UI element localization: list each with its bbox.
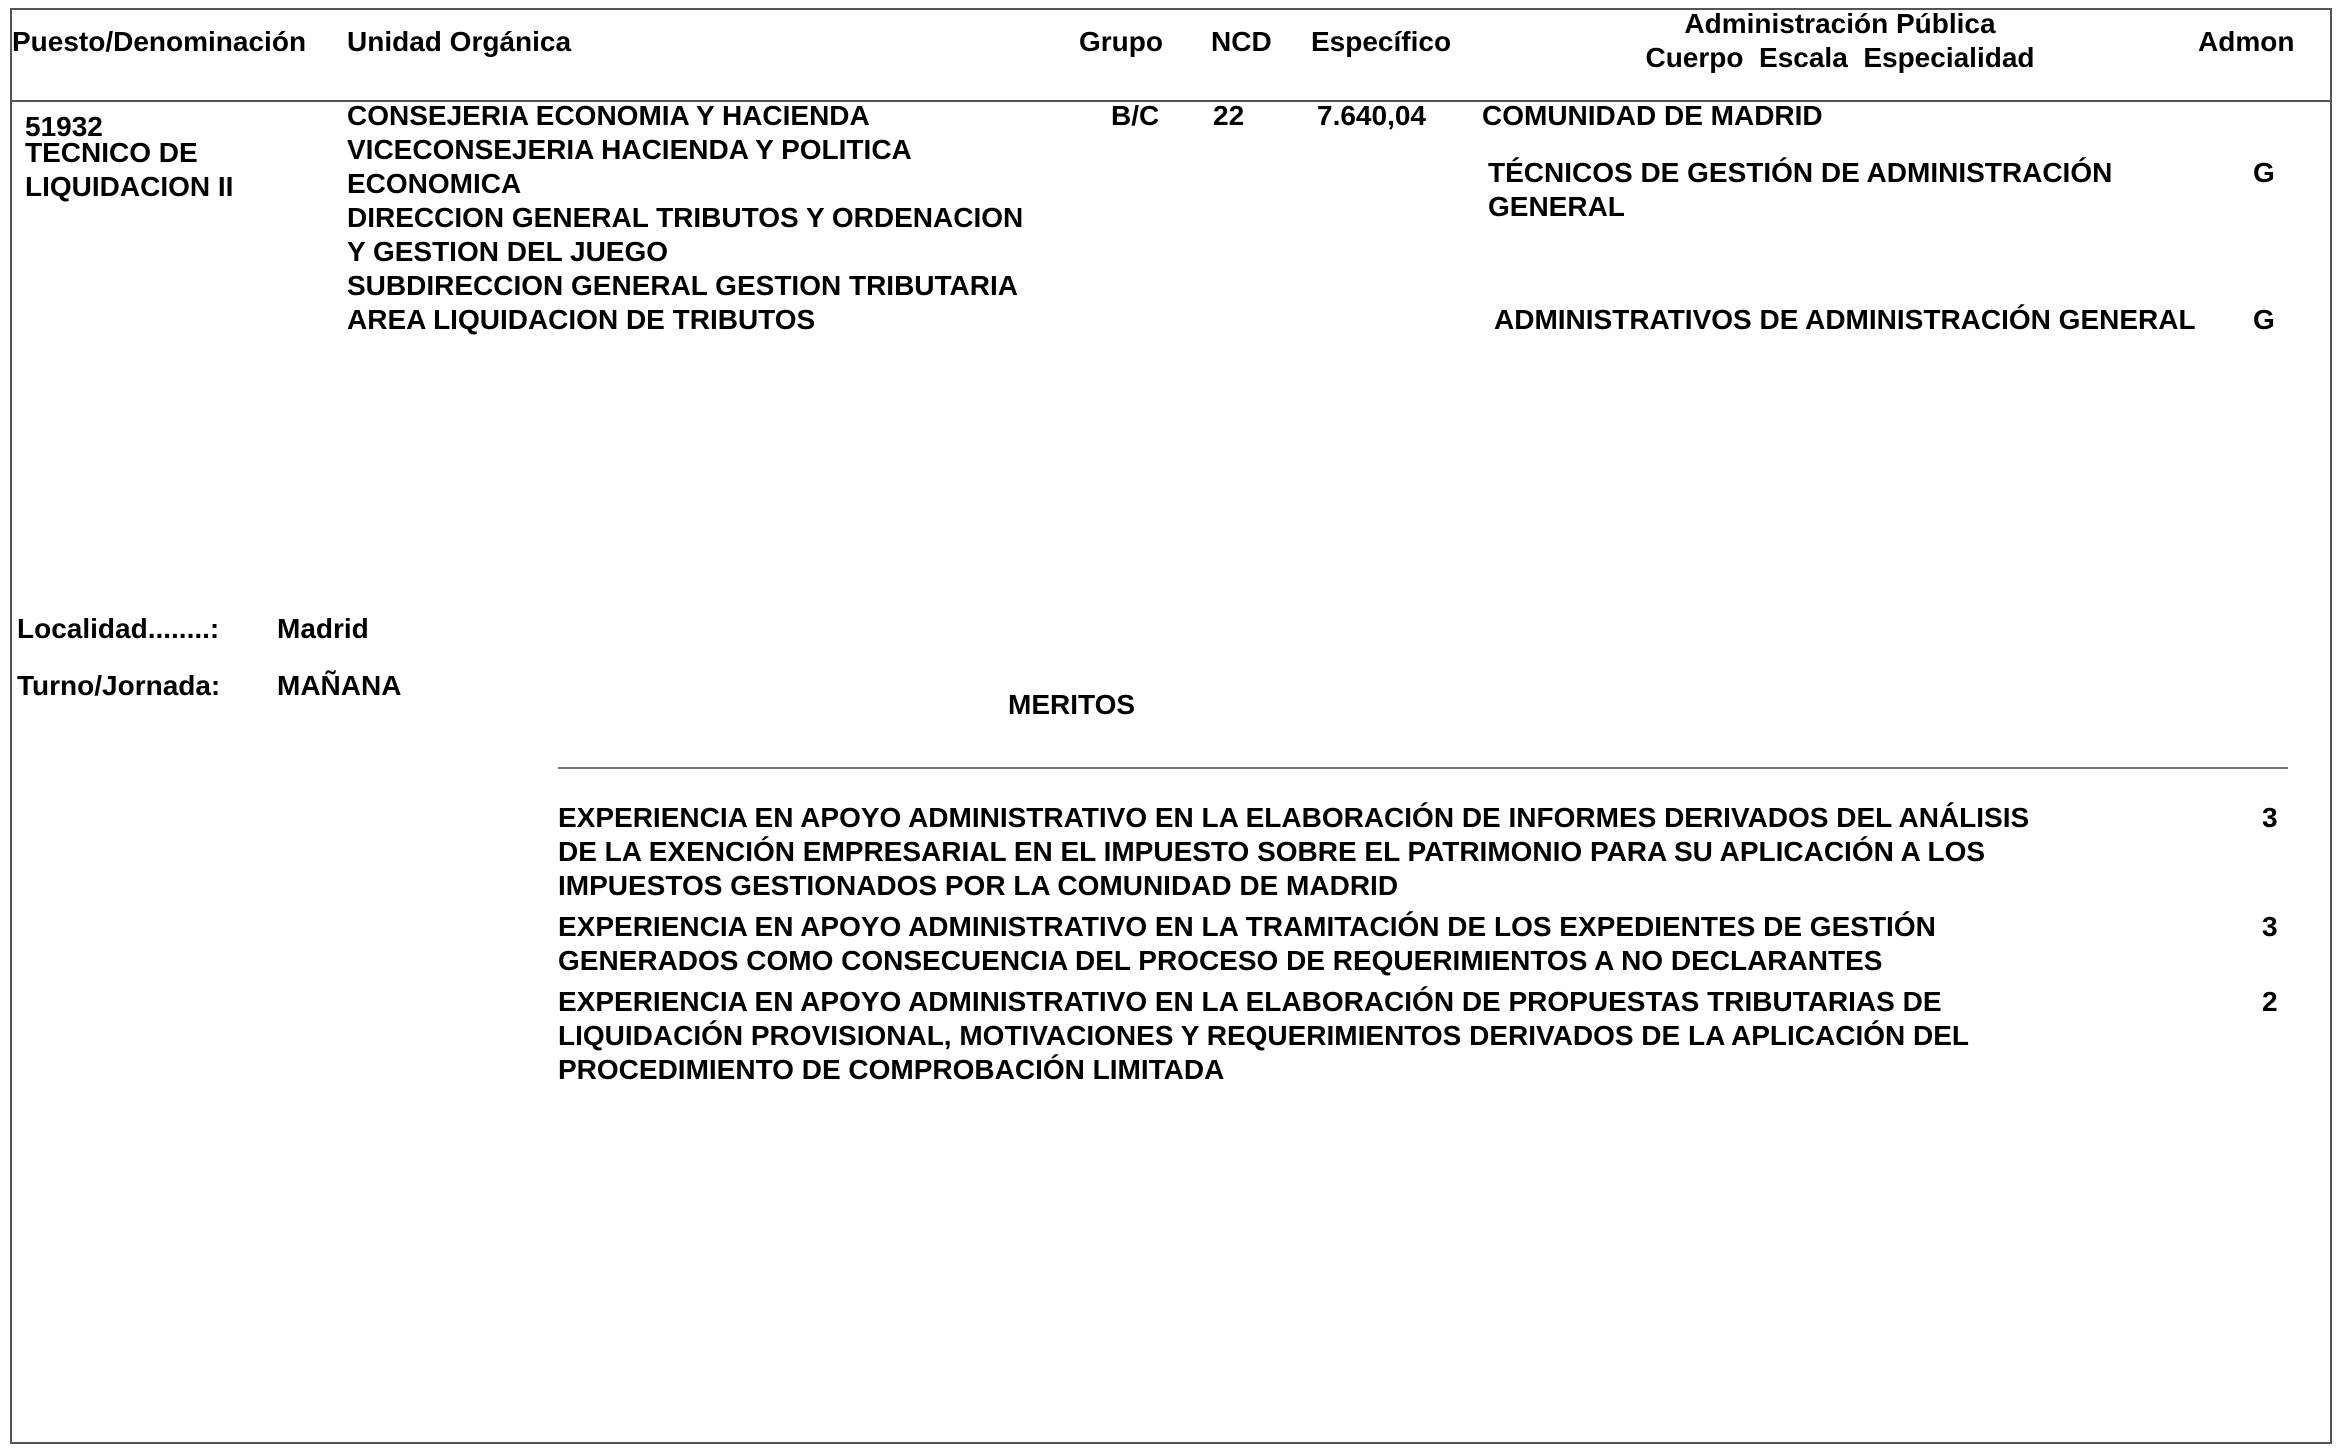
unidad-line: VICECONSEJERIA HACIENDA Y POLITICA: [347, 134, 912, 165]
post-code: 51932: [25, 111, 103, 142]
cuerpo-entry: [1488, 156, 2112, 224]
merit-line: PROCEDIMIENTO DE COMPROBACIÓN LIMITADA: [558, 1054, 1225, 1085]
cuerpo-admon: G: [2253, 157, 2275, 188]
cuerpo-admon: G: [2253, 304, 2275, 335]
merit-item: [558, 801, 2029, 903]
merit-line: GENERADOS COMO CONSECUENCIA DEL PROCESO DE REQUERIMIENTOS A NO DECLARANTES: [558, 945, 1883, 976]
post-unidad: [347, 99, 1023, 337]
localidad-value: Madrid: [277, 613, 369, 644]
header-ncd: NCD: [1211, 26, 1272, 57]
post-name-line: LIQUIDACION II: [25, 171, 234, 202]
post-name-line: TECNICO DE: [25, 137, 198, 168]
cuerpo-line: GENERAL: [1488, 191, 1625, 222]
meritos-divider: [558, 767, 2288, 769]
merit-points: 3: [2262, 802, 2278, 833]
post-grupo: B/C: [1111, 100, 1160, 131]
post-especifico: 7.640,04: [1317, 100, 1426, 131]
post-puesto: [25, 110, 233, 204]
turno-label: Turno/Jornada:: [17, 670, 221, 701]
header-admin-publica: Administración Pública: [1684, 8, 1996, 39]
unidad-line: CONSEJERIA ECONOMIA Y HACIENDA: [347, 100, 870, 131]
header-cuerpo-escala: Cuerpo Escala Especialidad: [1645, 42, 2035, 73]
cuerpo-line: TÉCNICOS DE GESTIÓN DE ADMINISTRACIÓN: [1488, 157, 2113, 188]
merit-line: DE LA EXENCIÓN EMPRESARIAL EN EL IMPUESTO SOBRE EL PATRIMONIO PARA SU APLICACIÓN A LOS: [558, 836, 1986, 867]
merit-item: [558, 985, 1969, 1087]
turno-value: MAÑANA: [277, 670, 402, 701]
merit-line: EXPERIENCIA EN APOYO ADMINISTRATIVO EN LA TRAMITACIÓN DE LOS EXPEDIENTES DE GESTIÓN: [558, 911, 1936, 942]
unidad-line: DIRECCION GENERAL TRIBUTOS Y ORDENACION: [347, 202, 1024, 233]
unidad-line: SUBDIRECCION GENERAL GESTION TRIBUTARIA: [347, 270, 1018, 301]
unidad-line: AREA LIQUIDACION DE TRIBUTOS: [347, 304, 816, 335]
meritos-title: MERITOS: [1008, 689, 1136, 720]
header-admon: Admon: [2198, 26, 2295, 57]
post-ncd: 22: [1213, 100, 1245, 131]
header-especifico: Específico: [1311, 26, 1452, 57]
merit-line: IMPUESTOS GESTIONADOS POR LA COMUNIDAD DE MADRID: [558, 870, 1399, 901]
merit-item: [558, 910, 1936, 978]
localidad-label: Localidad........:: [17, 613, 220, 644]
merit-points: 3: [2262, 911, 2278, 942]
merit-line: EXPERIENCIA EN APOYO ADMINISTRATIVO EN LA ELABORACIÓN DE PROPUESTAS TRIBUTARIAS DE: [558, 986, 1942, 1017]
cuerpo-line: ADMINISTRATIVOS DE ADMINISTRACIÓN GENERAL: [1494, 304, 2196, 335]
header-puesto: Puesto/Denominación: [12, 26, 307, 57]
cuerpo-entry: [1494, 303, 2196, 337]
unidad-line: ECONOMICA: [347, 168, 522, 199]
merit-points: 2: [2262, 986, 2278, 1017]
merit-line: EXPERIENCIA EN APOYO ADMINISTRATIVO EN LA ELABORACIÓN DE INFORMES DERIVADOS DEL ANÁLISIS: [558, 802, 2030, 833]
header-grupo: Grupo: [1079, 26, 1163, 57]
post-administracion: COMUNIDAD DE MADRID: [1482, 100, 1823, 131]
unidad-line: Y GESTION DEL JUEGO: [347, 236, 669, 267]
header-unidad: Unidad Orgánica: [347, 26, 572, 57]
merit-line: LIQUIDACIÓN PROVISIONAL, MOTIVACIONES Y REQUERIMIENTOS DERIVADOS DE LA APLICACIÓN DEL: [558, 1020, 1970, 1051]
